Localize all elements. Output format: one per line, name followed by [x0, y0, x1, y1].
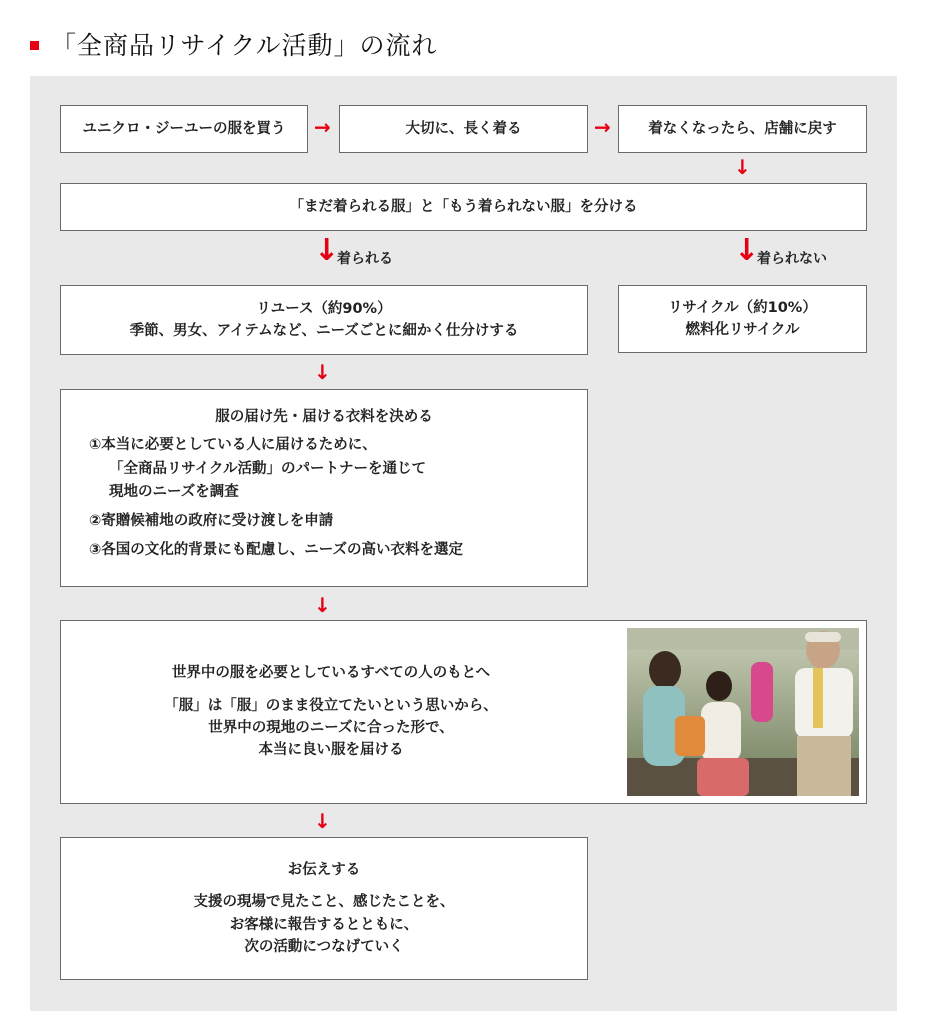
- label-unwearable: 着られない: [757, 251, 827, 267]
- report-line-3: 次の活動につなげていく: [244, 938, 404, 955]
- reuse-description: 季節、男女、アイテムなど、ニーズごとに細かく仕分けする: [129, 323, 519, 339]
- step-wear: [339, 105, 588, 153]
- report-line-2: お客様に報告するとともに、: [229, 916, 419, 933]
- arrow-down-icon: ↓: [314, 809, 331, 833]
- decide-item-3: ③各国の文化的背景にも配慮し、ニーズの高い衣料を選定: [89, 542, 464, 559]
- arrow-right-icon: →: [594, 115, 611, 139]
- step-wear-label: 大切に、長く着る: [405, 120, 522, 137]
- step-sort-label: 「まだ着られる服」と「もう着られない服」を分ける: [289, 198, 638, 215]
- report-title: お伝えする: [287, 861, 361, 878]
- arrow-down-icon: ↓: [314, 593, 331, 617]
- decide-title: 服の届け先・届ける衣料を決める: [215, 409, 433, 425]
- deliver-title: 世界中の服を必要としているすべての人のもとへ: [171, 665, 491, 682]
- reuse-title: リユース（約90%）: [256, 300, 392, 317]
- report-line-1: 支援の現場で見たこと、感じたことを、: [193, 894, 455, 911]
- arrow-right-icon: →: [314, 115, 331, 139]
- step-decide: [60, 389, 588, 587]
- recycle-description: 燃料化リサイクル: [685, 322, 800, 338]
- donation-photo-illustration: [627, 628, 859, 796]
- page-title: 「全商品リサイクル活動」の流れ: [51, 31, 438, 60]
- arrow-down-icon: ↓: [734, 155, 751, 179]
- deliver-text: [121, 662, 541, 762]
- step-reuse: [60, 285, 588, 355]
- step-return: [618, 105, 867, 153]
- page-title-row: [30, 26, 438, 62]
- step-buy-label: ユニクロ・ジーユーの服を買う: [82, 120, 286, 137]
- label-wearable: 着られる: [337, 251, 393, 267]
- arrow-down-icon: ↓: [314, 360, 331, 384]
- deliver-line-3: 本当に良い服を届ける: [258, 742, 404, 759]
- arrow-down-icon: ↓: [314, 233, 340, 268]
- decide-item-1: ①本当に必要としている人に届けるために、 「全商品リサイクル活動」のパートナーを通じて 現地のニーズを調査: [89, 437, 426, 500]
- deliver-line-2: 世界中の現地のニーズに合った形で、: [208, 720, 454, 736]
- step-report: [60, 837, 588, 980]
- donation-photo: [627, 628, 859, 796]
- step-return-label: 着なくなったら、店舗に戻す: [648, 120, 837, 137]
- deliver-line-1: 「服」は「服」のまま役立てたいという思いから、: [164, 697, 498, 714]
- step-buy: [60, 105, 308, 153]
- decide-item-2: ②寄贈候補地の政府に受け渡しを申請: [89, 513, 334, 530]
- decide-list: [89, 428, 463, 562]
- arrow-down-icon: ↓: [734, 233, 760, 268]
- title-bullet-icon: [30, 41, 39, 50]
- step-recycle: [618, 285, 867, 353]
- step-sort: [60, 183, 867, 231]
- recycle-title: リサイクル（約10%）: [668, 299, 817, 316]
